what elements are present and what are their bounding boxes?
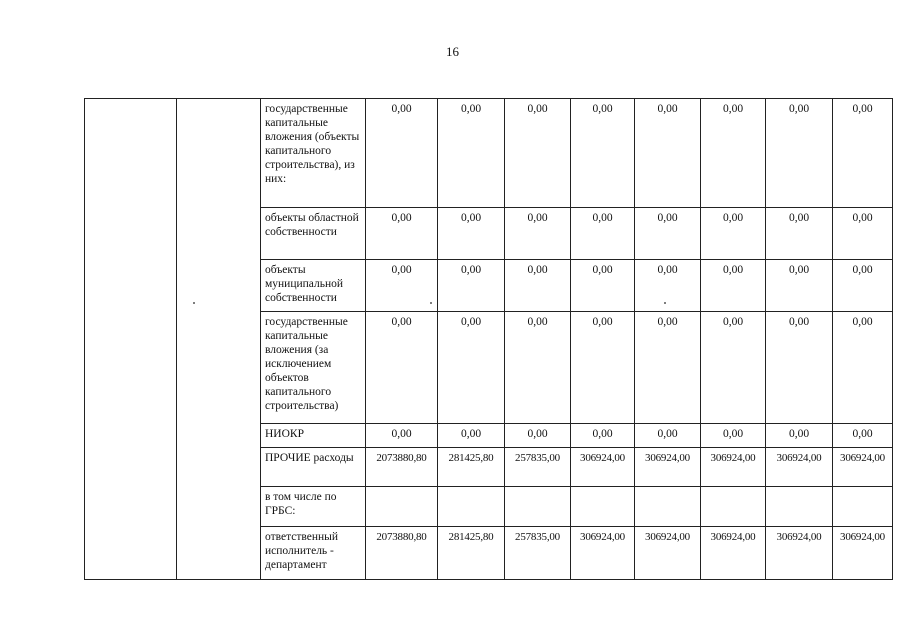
value-cell: 0,00 [571, 312, 635, 424]
value-cell: 0,00 [766, 99, 833, 208]
budget-table [84, 98, 893, 580]
value-cell: 0,00 [635, 424, 701, 448]
value-cell: 2073880,80 [366, 527, 438, 580]
value-cell: 0,00 [438, 208, 505, 260]
value-cell: 0,00 [833, 424, 893, 448]
value-cell: 306924,00 [766, 448, 833, 487]
value-cell: 306924,00 [833, 527, 893, 580]
value-cell [366, 487, 438, 527]
value-cell: 306924,00 [571, 527, 635, 580]
value-cell: 306924,00 [766, 527, 833, 580]
value-cell [635, 487, 701, 527]
row-label: НИОКР [261, 424, 366, 448]
scan-speck [664, 302, 666, 304]
row-label: государственные капитальные вложения (объекты капитального строительства), из них: [261, 99, 366, 208]
row-label: объекты областной собственности [261, 208, 366, 260]
value-cell: 0,00 [701, 424, 766, 448]
value-cell: 0,00 [571, 99, 635, 208]
value-cell [766, 487, 833, 527]
value-cell: 0,00 [701, 312, 766, 424]
value-cell [571, 487, 635, 527]
scan-speck [193, 302, 195, 304]
value-cell: 306924,00 [701, 527, 766, 580]
value-cell: 0,00 [766, 208, 833, 260]
value-cell [833, 487, 893, 527]
value-cell: 306924,00 [701, 448, 766, 487]
value-cell: 2073880,80 [366, 448, 438, 487]
value-cell [701, 487, 766, 527]
value-cell: 0,00 [366, 208, 438, 260]
scan-speck [430, 302, 432, 304]
value-cell: 306924,00 [833, 448, 893, 487]
value-cell: 0,00 [766, 312, 833, 424]
value-cell: 0,00 [505, 424, 571, 448]
value-cell: 0,00 [833, 312, 893, 424]
value-cell: 0,00 [366, 312, 438, 424]
merged-cell-col1 [85, 99, 177, 580]
value-cell: 0,00 [766, 260, 833, 312]
table-row [85, 99, 893, 208]
value-cell: 0,00 [635, 260, 701, 312]
value-cell: 281425,80 [438, 527, 505, 580]
value-cell: 0,00 [438, 424, 505, 448]
value-cell: 306924,00 [635, 448, 701, 487]
value-cell: 0,00 [505, 208, 571, 260]
value-cell [505, 487, 571, 527]
value-cell: 0,00 [366, 260, 438, 312]
value-cell: 0,00 [635, 99, 701, 208]
value-cell: 0,00 [701, 99, 766, 208]
value-cell: 0,00 [366, 424, 438, 448]
value-cell: 0,00 [833, 208, 893, 260]
value-cell: 0,00 [635, 312, 701, 424]
value-cell: 0,00 [833, 99, 893, 208]
row-label: в том числе по ГРБС: [261, 487, 366, 527]
value-cell: 0,00 [701, 208, 766, 260]
row-label: ПРОЧИЕ расходы [261, 448, 366, 487]
value-cell [438, 487, 505, 527]
value-cell: 0,00 [438, 99, 505, 208]
value-cell: 0,00 [833, 260, 893, 312]
table-body [85, 99, 893, 580]
value-cell: 0,00 [571, 260, 635, 312]
value-cell: 0,00 [505, 99, 571, 208]
value-cell: 0,00 [766, 424, 833, 448]
value-cell: 0,00 [701, 260, 766, 312]
merged-cell-col2 [177, 99, 261, 580]
row-label: объекты муниципальной собственности [261, 260, 366, 312]
value-cell: 257835,00 [505, 527, 571, 580]
value-cell: 0,00 [505, 312, 571, 424]
value-cell: 0,00 [438, 260, 505, 312]
value-cell: 257835,00 [505, 448, 571, 487]
value-cell: 281425,80 [438, 448, 505, 487]
value-cell: 306924,00 [571, 448, 635, 487]
row-label: государственные капитальные вложения (за исключением объектов капитального строительства) [261, 312, 366, 424]
value-cell: 0,00 [635, 208, 701, 260]
value-cell: 0,00 [505, 260, 571, 312]
value-cell: 0,00 [366, 99, 438, 208]
value-cell: 306924,00 [635, 527, 701, 580]
row-label: ответственный исполнитель - департамент [261, 527, 366, 580]
page-number: 16 [446, 44, 459, 59]
value-cell: 0,00 [438, 312, 505, 424]
value-cell: 0,00 [571, 424, 635, 448]
value-cell: 0,00 [571, 208, 635, 260]
